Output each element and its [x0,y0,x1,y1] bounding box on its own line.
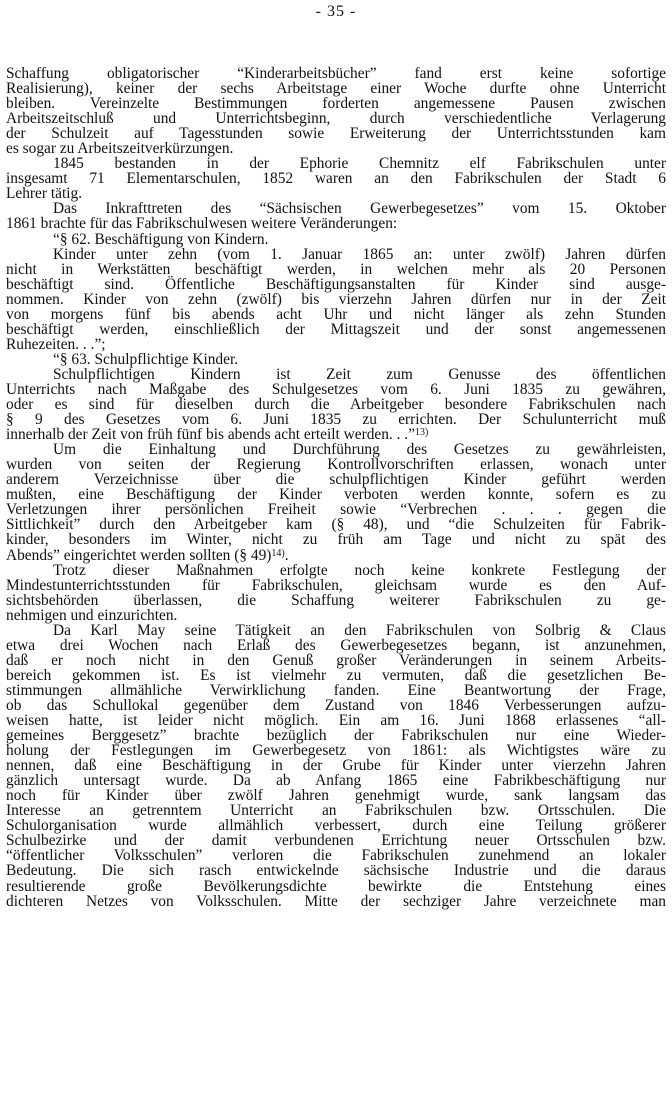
line-text: nennen, daß eine Beschäftigung in der Grube für Kinder unter vierzehn Jahren [6,757,666,775]
page-number: - 35 - [315,3,357,20]
line-text: insgesamt 71 Elementarschulen, 1852 waren an den Fabrikschulen der Stadt 6 [6,170,666,188]
text-line [6,186,666,201]
line-text: gemeines Berggesetz” brachte bezüglich der Fabrikschulen nur eine Wieder- [6,727,666,745]
line-text: Trotz dieser Maßnahmen erfolgte noch keine konkrete Festlegung der [53,561,666,579]
line-text: holung der Festlegungen im Gewerbegesetz von 1861: als Wichtigstes wäre zu [6,742,666,760]
line-text: es sogar zu Arbeitszeitverkürzungen. [6,140,234,158]
text-line [6,668,666,683]
line-text: daß er noch nicht in den Genuß großer Veränderungen in seinem Arbeits- [6,651,666,669]
text-line [6,863,666,878]
text-line [6,427,666,442]
text-line [6,803,666,818]
line-text: Interesse an getrenntem Unterricht an Fabrikschulen bzw. Ortsschulen. Die [6,802,666,820]
text-line [6,442,666,457]
text-line [6,894,666,909]
text-line [6,352,666,367]
line-text: § 9 des Gesetzes vom 6. Juni 1835 zu errichten. Der Schulunterricht muß [6,411,666,429]
line-text: mußten, eine Beschäftigung der Kinder verboten werden konnte, sofern es zu [6,486,666,504]
line-text: oder es sind für dieselben durch die Arbeitgeber besondere Fabrikschulen nach [6,396,666,414]
text-line [6,608,666,623]
text-line [6,653,666,668]
line-text: Kinder unter zehn (vom 1. Januar 1865 an: unter zwölf) Jahren dürfen [53,245,666,263]
text-line [6,412,666,427]
line-text: wurden von seiten der Regierung Kontrollvorschriften erlassen, wonach unter [6,456,666,474]
text-line [6,683,666,698]
text-line [6,532,666,547]
text-line [6,728,666,743]
line-text: stimmungen allmähliche Verwirklichung fanden. Eine Beantwortung der Frage, [6,681,666,699]
text-line [6,563,666,578]
footnote-reference: 14) [271,547,285,559]
footnote-reference: 13) [415,427,429,439]
text-line [6,788,666,803]
text-line [6,111,666,126]
text-line [6,487,666,502]
text-line [6,307,666,322]
text-line [6,232,666,247]
text-line [6,593,666,608]
text-line [6,262,666,277]
text-line [6,517,666,532]
text-line [6,818,666,833]
text-line [6,382,666,397]
line-text: kinder, besonders im Winter, nicht zu früh am Tage und nicht zu spät des [6,531,666,549]
line-text: Das Inkrafttreten des “Sächsischen Gewerbegesetzes” vom 15. Oktober [53,200,666,218]
text-line [6,638,666,653]
text-line [6,337,666,352]
line-text: sichtsbehörden überlassen, die Schaffung weiterer Fabrikschulen zu ge- [6,591,666,609]
line-text: nicht in Werkstätten beschäftigt werden, in welchen mehr als 20 Personen [6,260,666,278]
line-text: beschäftigt sind. Öffentliche Beschäftigungsanstalten für Kinder sind ausge- [6,275,666,293]
line-text: Realisierung), keiner der sechs Arbeitstage einer Woche durfte ohne Unterricht [6,80,666,98]
text-line [6,66,666,81]
line-text: anderem Verzeichnisse über die schulpflichtigen Kinder geführt werden [6,471,666,489]
line-text: Schaffung obligatorischer “Kinderarbeitsbücher” fand erst keine sofortige [6,65,666,82]
line-text: der Schulzeit auf Tagesstunden sowie Erweiterung der Unterrichtsstunden kam [6,125,666,143]
text-line [6,833,666,848]
text-line [6,472,666,487]
text-line [6,96,666,111]
line-text: Da Karl May seine Tätigkeit an den Fabrikschulen von Solbrig & Claus [53,621,666,639]
line-text: “§ 62. Beschäftigung von Kindern. [53,230,269,248]
line-text: “öffentlicher Volksschulen” verloren die Fabrikschulen zunehmend an lokaler [6,847,666,865]
text-line [6,623,666,638]
line-text: von morgens fünf bis abends acht Uhr und nicht länger als zehn Stunden [6,305,666,323]
text-line [6,171,666,186]
line-text: Verletzungen ihrer persönlichen Freiheit sowie “Verbrechen . . . gegen die [6,501,666,519]
line-text: Bedeutung. Die sich rasch entwickelnde sächsische Industrie und die daraus [6,862,666,880]
line-text: Um die Einhaltung und Durchführung des Gesetzes zu gewährleisten, [53,441,666,459]
line-text: “§ 63. Schulpflichtige Kinder. [53,350,239,368]
text-line [6,322,666,337]
text-line [6,848,666,863]
line-text: dichteren Netzes von Volksschulen. Mitte der sechziger Jahre verzeichnete man [6,892,666,910]
line-text: Arbeitszeitschluß und Unterrichtsbeginn, durch verschiedentliche Verlagerung [6,110,666,128]
text-line [6,502,666,517]
text-line [6,156,666,171]
text-line [6,713,666,728]
line-text: nommen. Kinder von zehn (zwölf) bis vierzehn Jahren dürfen nur in der Zeit [6,290,666,308]
text-line [6,247,666,262]
line-text: 1861 brachte für das Fabrikschulwesen weitere Veränderungen: [6,215,398,233]
line-text: beschäftigt werden, einschließlich der Mittagszeit und der sonst angemessenen [6,320,666,338]
text-line [6,743,666,758]
text-line [6,277,666,292]
text-line [6,578,666,593]
text-line [6,879,666,894]
text-line [6,548,666,563]
text-line [6,397,666,412]
text-line [6,773,666,788]
line-text: Unterrichts nach Maßgabe des Schulgesetzes vom 6. Juni 1835 zu gewähren, [6,380,666,398]
line-text: etwa drei Wochen nach Erlaß des Gewerbegesetzes begann, ist anzunehmen, [6,636,666,654]
body-text [6,66,666,909]
line-text: innerhalb der Zeit von früh fünf bis abends acht erteilt werden. . .” [6,426,415,444]
line-text: Sittlichkeit” durch den Arbeitgeber kam (§ 48), und “die Schulzeiten für Fabrik- [6,516,666,534]
line-text: ob das Schullokal gegenüber dem Zustand von 1846 Verbesserungen aufzu- [6,696,666,714]
line-text: noch für Kinder über zwölf Jahren genehmigt wurde, sank langsam das [6,787,666,805]
text-line [6,216,666,231]
text-line [6,126,666,141]
line-text: Schulbezirke und der damit verbundenen Errichtung neuer Ortsschulen bzw. [6,832,666,850]
line-text: weisen hatte, ist leider nicht möglich. Ein am 16. Juni 1868 erlassenes “all- [6,712,666,730]
text-line [6,698,666,713]
text-line [6,81,666,96]
line-text: resultierende große Bevölkerungsdichte bewirkte die Entstehung eines [6,877,666,895]
text-line [6,292,666,307]
line-text: Lehrer tätig. [6,185,83,203]
line-text: 1845 bestanden in der Ephorie Chemnitz elf Fabrikschulen unter [53,155,666,173]
line-text: Mindestunterrichtsstunden für Fabrikschulen, gleichsam wurde es den Auf- [6,576,666,594]
line-text: Abends” eingerichtet werden sollten (§ 49) [6,546,272,564]
line-text: Schulorganisation wurde allmählich verbessert, durch eine Teilung größerer [6,817,666,835]
line-text: gänzlich untersagt wurde. Da ab Anfang 1865 eine Fabrikbeschäftigung nur [6,772,666,790]
line-text: bereich gekommen ist. Es ist vielmehr zu vermuten, daß die gesetzlichen Be- [6,666,666,684]
text-line [6,201,666,216]
line-text: Schulpflichtigen Kindern ist Zeit zum Genusse des öffentlichen [53,365,666,383]
line-text: bleiben. Vereinzelte Bestimmungen forderten angemessene Pausen zwischen [6,95,666,113]
text-line [6,367,666,382]
text-line [6,758,666,773]
line-text: Ruhezeiten. . .”; [6,335,106,353]
line-text: nehmigen und einzurichten. [6,606,178,624]
line-tail: . [284,546,289,564]
text-line [6,457,666,472]
text-line [6,141,666,156]
